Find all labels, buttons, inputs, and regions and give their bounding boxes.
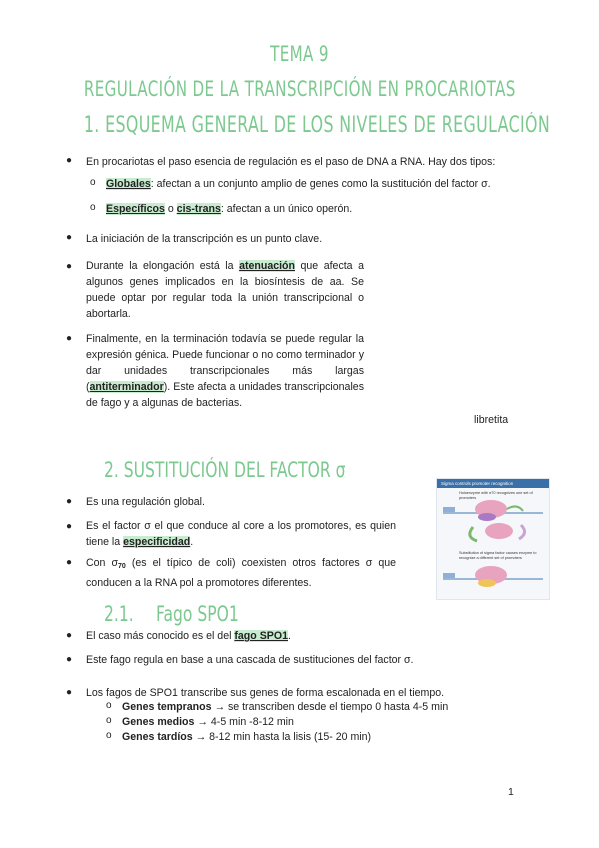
specificity-text-a: Es el factor σ el que conduce al core a los promotores, es quien tiene la [86, 520, 396, 548]
sub-bullet-icon: o [106, 700, 112, 711]
topic-title: TEMA 9 [270, 42, 329, 66]
sub-bullet-icon: o [106, 715, 112, 726]
bullet-icon: ● [66, 333, 73, 344]
sigma-factor-figure [436, 478, 550, 600]
genes-medios-item [122, 714, 552, 730]
iniciacion-paragraph: La iniciación de la transcripción es un punto clave. [86, 233, 323, 245]
terminacion-text-a: Finalmente, en la terminación todavía se puede regular la expresión génica. Puede funcionar o no como terminador y dar unidades transcripcionales más largas ( [86, 333, 364, 393]
figure-caption-2: Substitution of sigma factor causes enzyme to recognize a different set of promoters [459, 551, 537, 560]
bullet-icon: ● [66, 232, 73, 243]
bullet-icon: ● [66, 654, 73, 665]
bullet-icon: ● [66, 630, 73, 641]
fago-text-a: El caso más conocido es el del [86, 630, 235, 642]
globales-item [106, 176, 556, 192]
intro-paragraph: En procariotas el paso esencia de regulación es el paso de DNA a RNA. Hay dos tipos: [86, 156, 496, 168]
especificos-connector: o [164, 203, 177, 215]
specificity-bullet [86, 518, 396, 550]
sub-bullet-icon: o [106, 730, 112, 741]
cistrans-term: cis-trans [176, 203, 221, 215]
genes-tardios-text: → 8-12 min hasta la lisis (15- 20 min) [192, 731, 372, 743]
especificos-text: : afectan a un único operón. [220, 203, 353, 215]
atenuacion-term: atenuación [239, 260, 295, 272]
figure-caption-1: Holoenzyme with σ70 recognizes one set of promoters [459, 491, 533, 500]
fago-spo1-term: fago SPO1 [234, 630, 288, 642]
especificos-term: Específicos [106, 203, 165, 215]
rna-polymerase-diagram [437, 479, 549, 599]
page-number: 1 [508, 786, 514, 798]
especificos-item [106, 201, 556, 217]
bullet-icon: ● [66, 557, 73, 568]
specificity-text-b: . [190, 536, 194, 548]
globales-text: : afectan a un conjunto amplio de genes como la sustitución del factor σ. [150, 178, 491, 190]
genes-tardios-term: Genes tardíos [122, 731, 193, 743]
global-regulation-bullet: Es una regulación global. [86, 496, 205, 508]
sub-bullet-icon: o [90, 177, 96, 188]
figure-title: Sigma controls promoter recognition [437, 479, 549, 488]
chapter-title: REGULACIÓN DE LA TRANSCRIPCIÓN EN PROCARIOTAS [83, 77, 516, 101]
genes-tempranos-text: → se transcriben desde el tiempo 0 hasta 4-5 min [211, 701, 449, 713]
genes-medios-term: Genes medios [122, 716, 195, 728]
especificidad-term: especificidad [123, 536, 191, 548]
margin-note: libretita [474, 414, 509, 426]
genes-tempranos-item [122, 699, 552, 715]
terminacion-text-b: ). Este afecta a unidades transcripcionales de fago y a algunas de bacterias. [86, 381, 364, 409]
elongacion-paragraph [86, 258, 364, 322]
terminacion-paragraph [86, 331, 364, 411]
section-2-1-number: 2.1. [104, 602, 134, 626]
section-2-heading: 2. SUSTITUCIÓN DEL FACTOR σ [104, 458, 346, 482]
globales-term: Globales [106, 178, 151, 190]
sigma70-text-b: (es el típico de coli) coexisten otros factores σ que conducen a la RNA pol a promotores diferentes. [86, 557, 397, 589]
genes-medios-text: → 4-5 min -8-12 min [194, 716, 294, 728]
bullet-icon: ● [66, 521, 73, 532]
staggered-bullet: Los fagos de SPO1 transcribe sus genes de forma escalonada en el tiempo. [86, 687, 445, 699]
sigma70-subscript: 70 [118, 563, 126, 570]
sub-bullet-icon: o [90, 202, 96, 213]
elongacion-text-b: que afecta a algunos genes implicados en la biosíntesis de aa. Se puede optar por regular toda la unión transcripcional o abortarla. [86, 260, 364, 320]
section-1-heading: 1. ESQUEMA GENERAL DE LOS NIVELES DE REGULACIÓN [83, 113, 551, 138]
section-2-1-heading: Fago SPO1 [156, 602, 239, 626]
antiterminador-term: antiterminador [89, 381, 164, 393]
bullet-icon: ● [66, 496, 73, 507]
sigma70-text-a: Con σ [86, 557, 119, 569]
genes-tempranos-term: Genes tempranos [122, 701, 212, 713]
elongacion-text-a: Durante la elongación está la [86, 260, 240, 272]
bullet-icon: ● [66, 261, 73, 272]
fago-text-b: . [287, 630, 291, 642]
bullet-icon: ● [66, 155, 73, 166]
bullet-icon: ● [66, 687, 73, 698]
genes-tardios-item [122, 729, 552, 745]
sigma70-bullet [86, 555, 396, 591]
cascade-bullet: Este fago regula en base a una cascada de sustituciones del factor σ. [86, 654, 414, 666]
fago-spo1-bullet [86, 628, 556, 644]
